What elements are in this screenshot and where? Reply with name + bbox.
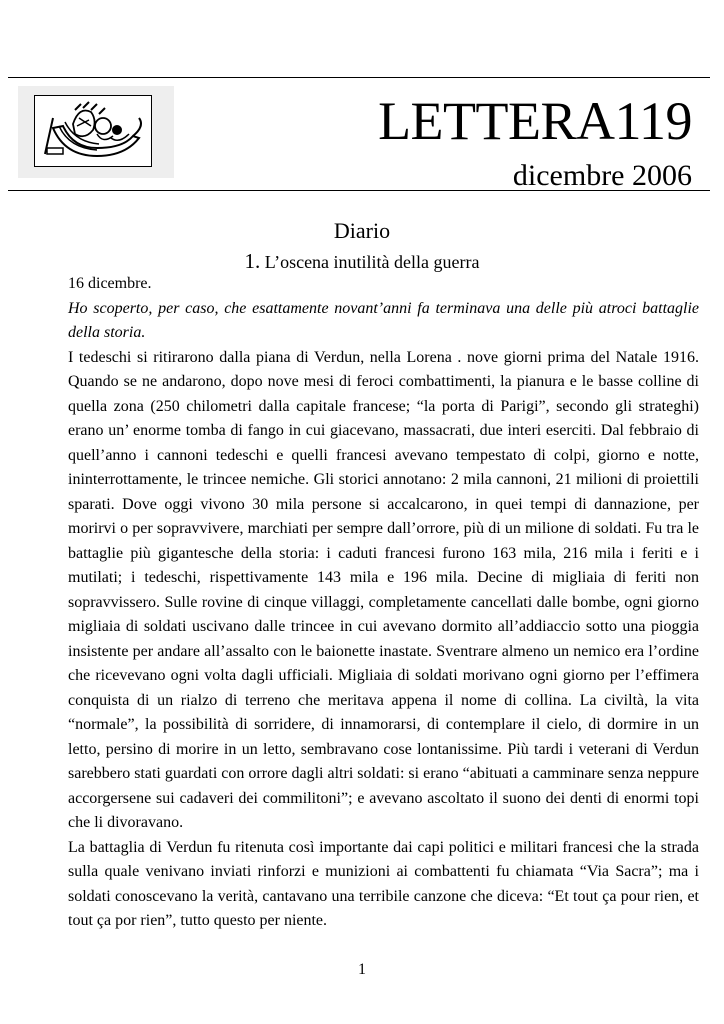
article-body — [68, 272, 699, 934]
intro-paragraph: Ho scoperto, per caso, che esattamente novant’anni fa terminava una delle più atroci battaglie della storia. — [68, 299, 699, 341]
entry-date: 16 dicembre. — [68, 275, 152, 292]
header-top-rule — [8, 77, 710, 78]
publication-title: LETTERA119 — [378, 91, 692, 151]
logo — [18, 86, 174, 178]
boat-crew-icon — [34, 95, 152, 167]
paragraph-2: La battaglia di Verdun fu ritenuta così importante dai capi politici e militari francesi che la strada sulla quale venivano inviati rinforzi e munizioni ai combattenti fu chiamata “Via Sacra”; ma i soldati conoscevano la verità, cantavano una terribile canzone che diceva: “Et tout ça pour rien, et tout ça por rien”, tutto questo per niente. — [68, 838, 699, 929]
article-heading — [0, 248, 724, 275]
paragraph-1: I tedeschi si ritirarono dalla piana di Verdun, nella Lorena . nove giorni prima del Natale 1916. Quando se ne andarono, dopo nove mesi di feroci combattimenti, la pianura e le basse colline di quella zona (250 chilometri dalla capitale francese; “la porta di Parigi”, secondo gli strateghi) erano un’ enorme tomba di fango in cui giacevano, massacrati, due interi eserciti. Dal febbraio di quell’anno i cannoni tedeschi e quelli francesi avevano tempestato di colpi, giorno e notte, ininterrottamente, le trincee nemiche. Gli storici annotano: 2 mila cannoni, 21 milioni di proiettili sparati. Dove oggi vivono 30 mila persone si accalcarono, in quei tempi di dannazione, per morirvi o per sopravvivere, marchiati per sempre dall’orrore, più di un milione di soldati. Fu tra le battaglie più gigantesche della storia: i caduti francesi furono 163 mila, 216 mila i feriti e i mutilati; i tedeschi, rispettivamente 143 mila e 196 mila. Decine di migliaia di feriti non sopravvissero. Sulle rovine di cinque villaggi, completamente cancellati dalle bombe, ogni giorno migliaia di soldati uscivano dalle trincee in cui avevano dormito all’addiaccio sotto una pioggia insistente per andare all’assalto con le baionette inastate. Sventrare almeno un nemico era l’ordine che ricevevano ogni volta dagli ufficiali. Migliaia di soldati morivano ogni giorno per l’effimera conquista di un rialzo di terreno che meritava appena il nome di collina. La civiltà, la vita “normale”, la possibilità di sorridere, di innamorarsi, di contemplare il cielo, di dormire in un letto, persino di morire in un letto, sembravano cose lontanissime. Più tardi i veterani di Verdun sarebbero stati guardati con orrore dagli altri soldati: si erano “abituati a camminare senza neppure accorgersene sui cadaveri dei commilitoni”; e avevano ascoltato il suono dei denti di enormi topi che li divoravano. — [68, 348, 699, 831]
section-title: Diario — [333, 218, 391, 243]
article-number: 1. — [244, 249, 261, 273]
issue-date: dicembre 2006 — [512, 159, 692, 192]
article-title: L’oscena inutilità della guerra — [264, 252, 480, 272]
page-number: 1 — [358, 961, 366, 978]
header-bottom-rule — [8, 190, 710, 191]
